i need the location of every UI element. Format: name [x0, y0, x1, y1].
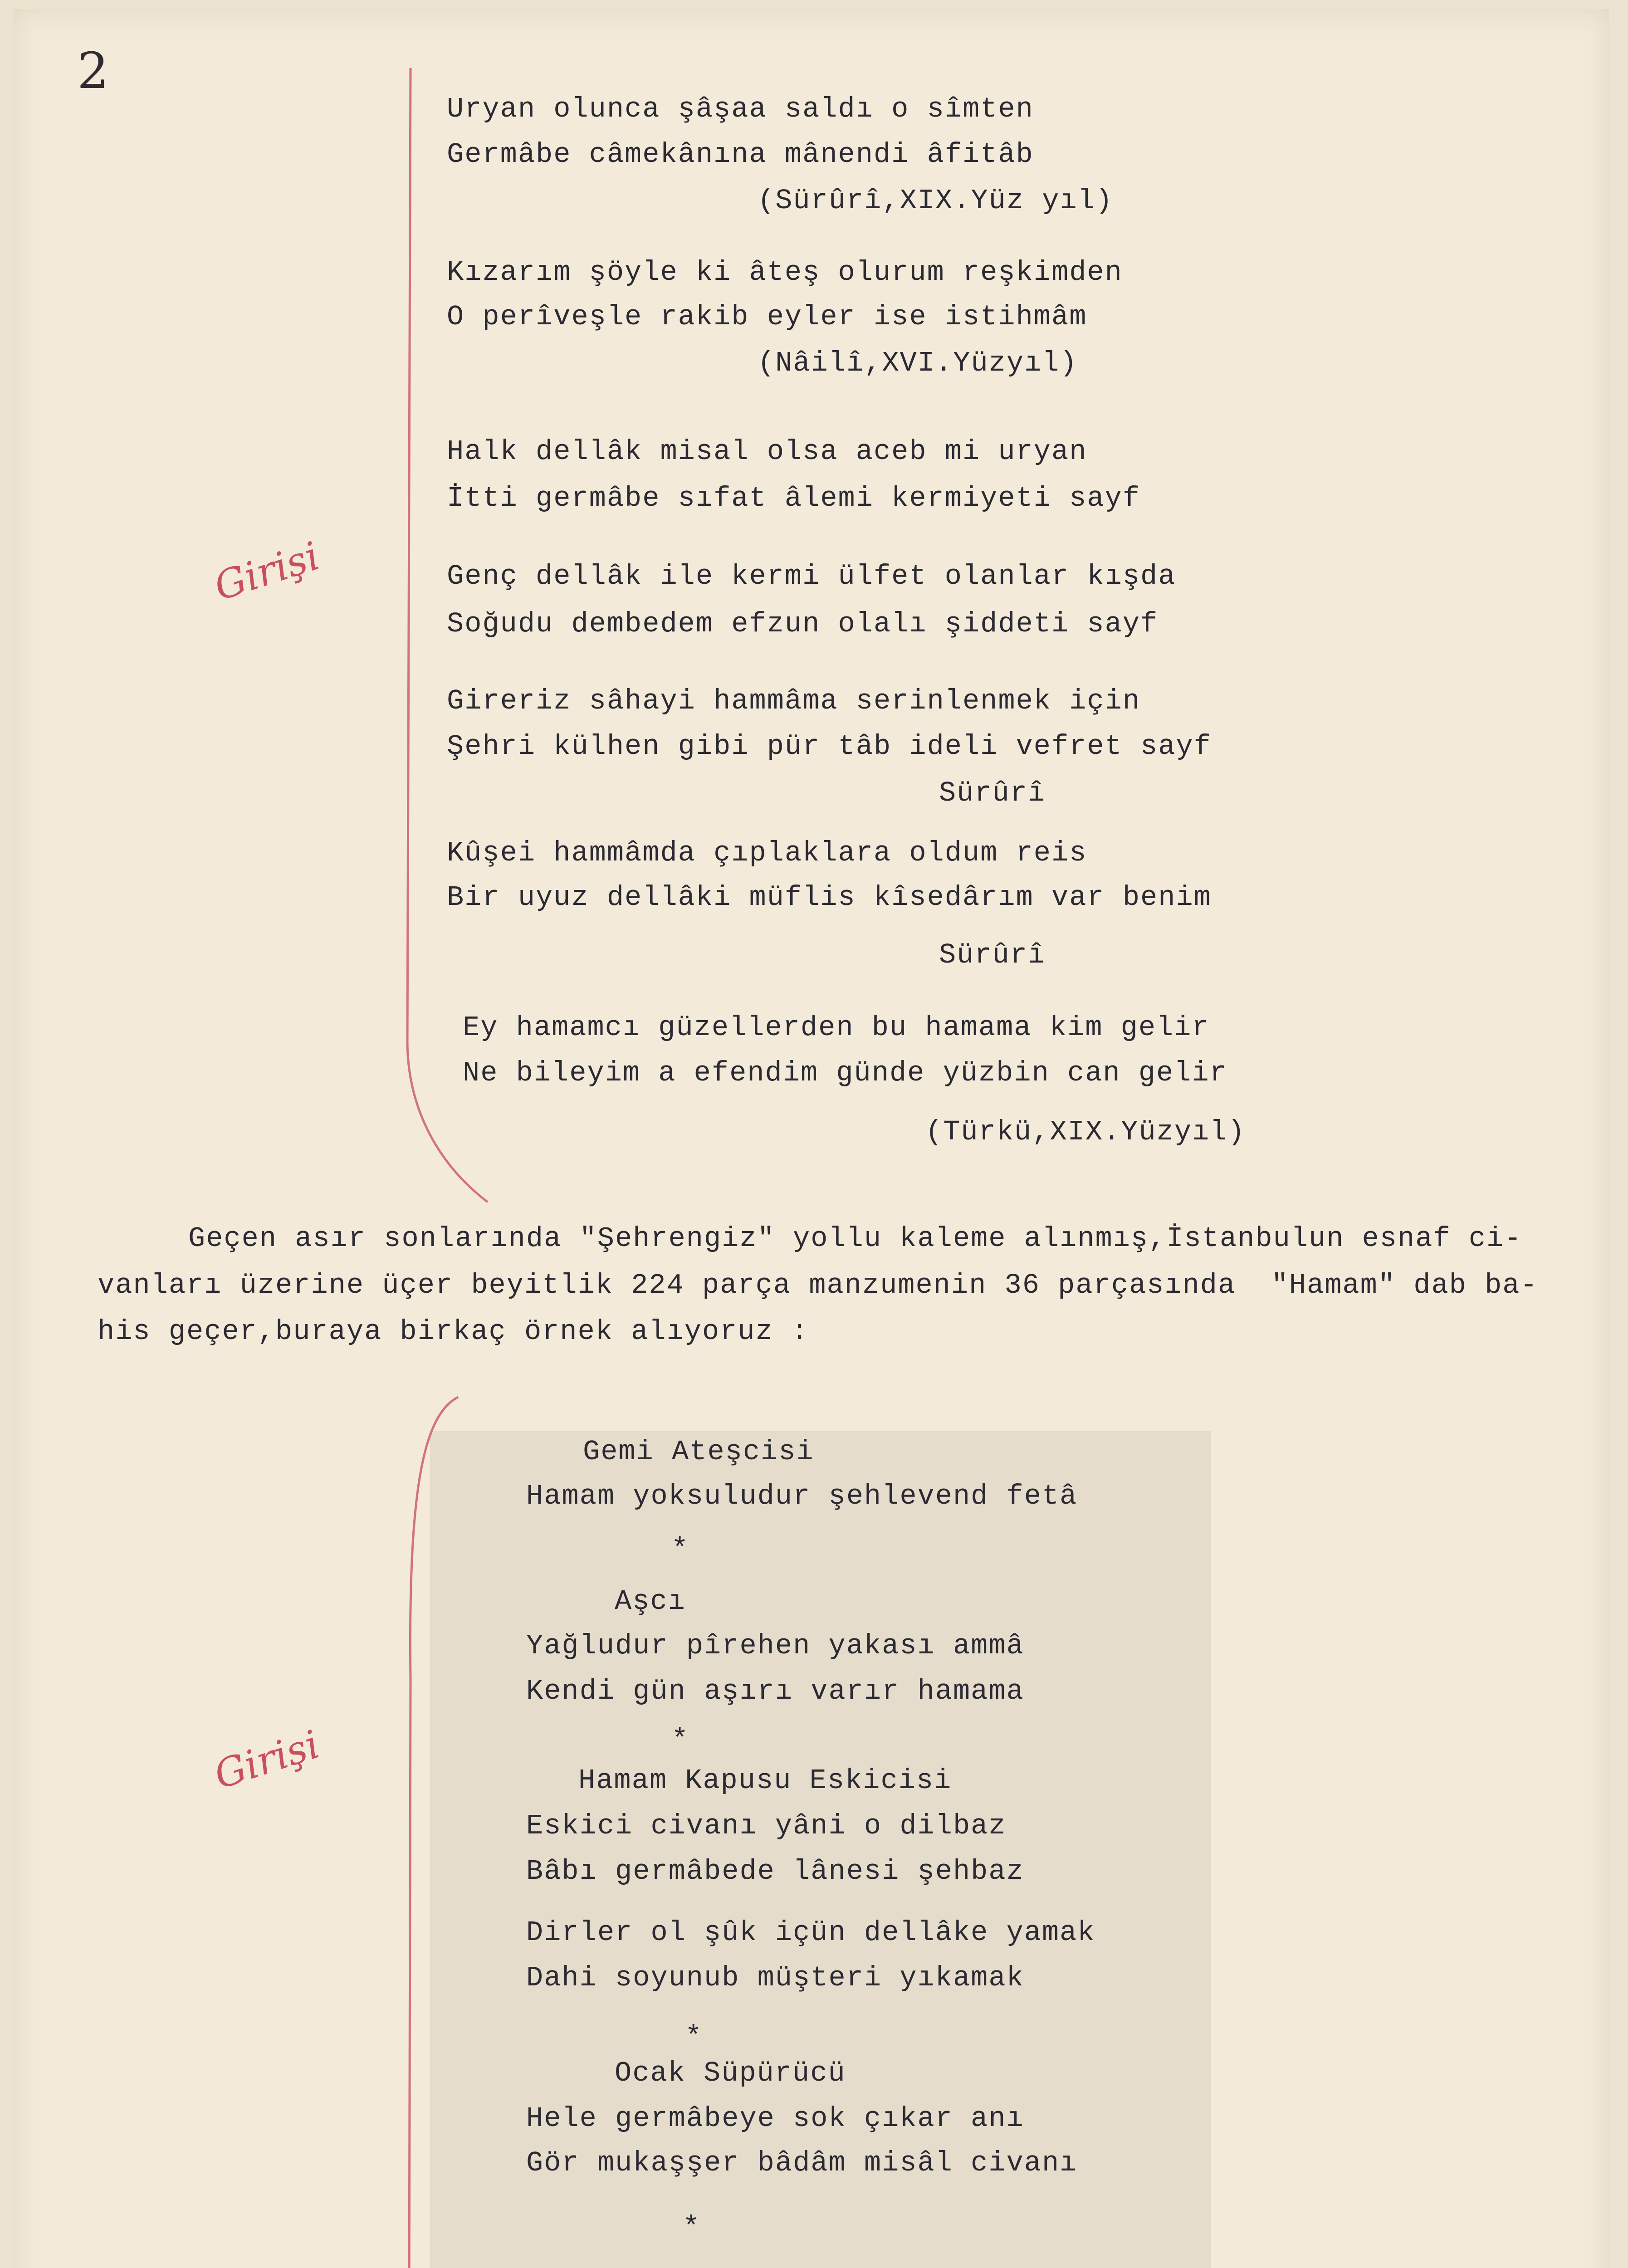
verse-line: Gireriz sâhayi hammâma serinlenmek için — [447, 685, 1141, 717]
excerpt-section-title: Aşcı — [615, 1585, 686, 1618]
excerpt-line: Dirler ol şûk içün dellâke yamak — [526, 1916, 1095, 1949]
excerpt-line: Bâbı germâbede lânesi şehbaz — [526, 1855, 1024, 1887]
verse-line: Uryan olunca şâşaa saldı o sîmten — [447, 93, 1034, 125]
excerpt-section-title: Hamam Kapusu Eskicisi — [578, 1765, 952, 1797]
excerpt-line: Gör mukaşşer bâdâm misâl civanı — [526, 2147, 1078, 2179]
excerpt-line: Yağludur pîrehen yakası ammâ — [526, 1630, 1024, 1662]
margin-bracket-bottom — [409, 1397, 458, 2268]
excerpt-line: Eskici civanı yâni o dilbaz — [526, 1810, 1007, 1842]
paragraph-line: Geçen asır sonlarında "Şehrengiz" yollu kaleme alınmış,İstanbulun esnaf ci- — [188, 1222, 1522, 1255]
paragraph-line: vanları üzerine üçer beyitlik 224 parça manzumenin 36 parçasında "Hamam" dab ba- — [98, 1269, 1538, 1301]
excerpt-separator-star: * — [683, 2211, 701, 2244]
excerpt-line: Hele germâbeye sok çıkar anı — [526, 2102, 1024, 2135]
verse-attribution: (Türkü,XIX.Yüzyıl) — [925, 1116, 1246, 1148]
excerpt-separator-star: * — [671, 1724, 689, 1756]
margin-note-top: Girişi — [209, 533, 325, 610]
excerpt-section-title: Ocak Süpürücü — [615, 2057, 846, 2089]
verse-line: Halk dellâk misal olsa aceb mi uryan — [447, 435, 1087, 468]
verse-attribution: Sürûrî — [939, 777, 1046, 809]
excerpt-line: Hamam yoksuludur şehlevend fetâ — [526, 1480, 1078, 1512]
excerpt-line: Kendi gün aşırı varır hamama — [526, 1675, 1024, 1707]
verse-line: İtti germâbe sıfat âlemi kermiyeti sayf — [447, 482, 1141, 514]
verse-line: Soğudu dembedem efzun olalı şiddeti sayf — [447, 608, 1159, 640]
paragraph-line: his geçer,buraya birkaç örnek alıyoruz : — [98, 1315, 809, 1348]
verse-attribution: (Nâilî,XVI.Yüzyıl) — [758, 347, 1078, 379]
verse-line: Şehri külhen gibi pür tâb ideli vefret sayf — [447, 730, 1212, 763]
page-number: 2 — [77, 42, 109, 100]
excerpt-section-title: Gemi Ateşcisi — [583, 1436, 814, 1468]
excerpt-line: Dahi soyunub müşteri yıkamak — [526, 1962, 1024, 1994]
verse-line: Ey hamamcı güzellerden bu hamama kim gelir — [463, 1012, 1210, 1044]
margin-note-bottom: Girişi — [209, 1721, 325, 1799]
verse-attribution: Sürûrî — [939, 939, 1046, 971]
verse-line: Kızarım şöyle ki âteş olurum reşkimden — [447, 256, 1123, 288]
verse-line: Kûşei hammâmda çıplaklara oldum reis — [447, 837, 1087, 869]
verse-line: Germâbe câmekânına mânendi âfitâb — [447, 138, 1034, 171]
excerpt-separator-star: * — [671, 1533, 689, 1565]
verse-line: O perîveşle rakib eyler ise istihmâm — [447, 301, 1087, 333]
verse-attribution: (Sürûrî,XIX.Yüz yıl) — [758, 185, 1114, 217]
verse-line: Genç dellâk ile kermi ülfet olanlar kışda — [447, 560, 1176, 592]
verse-line: Bir uyuz dellâki müflis kîsedârım var benim — [447, 881, 1212, 914]
excerpt-separator-star: * — [685, 2021, 703, 2053]
verse-line: Ne bileyim a efendim günde yüzbin can gelir — [463, 1057, 1227, 1089]
